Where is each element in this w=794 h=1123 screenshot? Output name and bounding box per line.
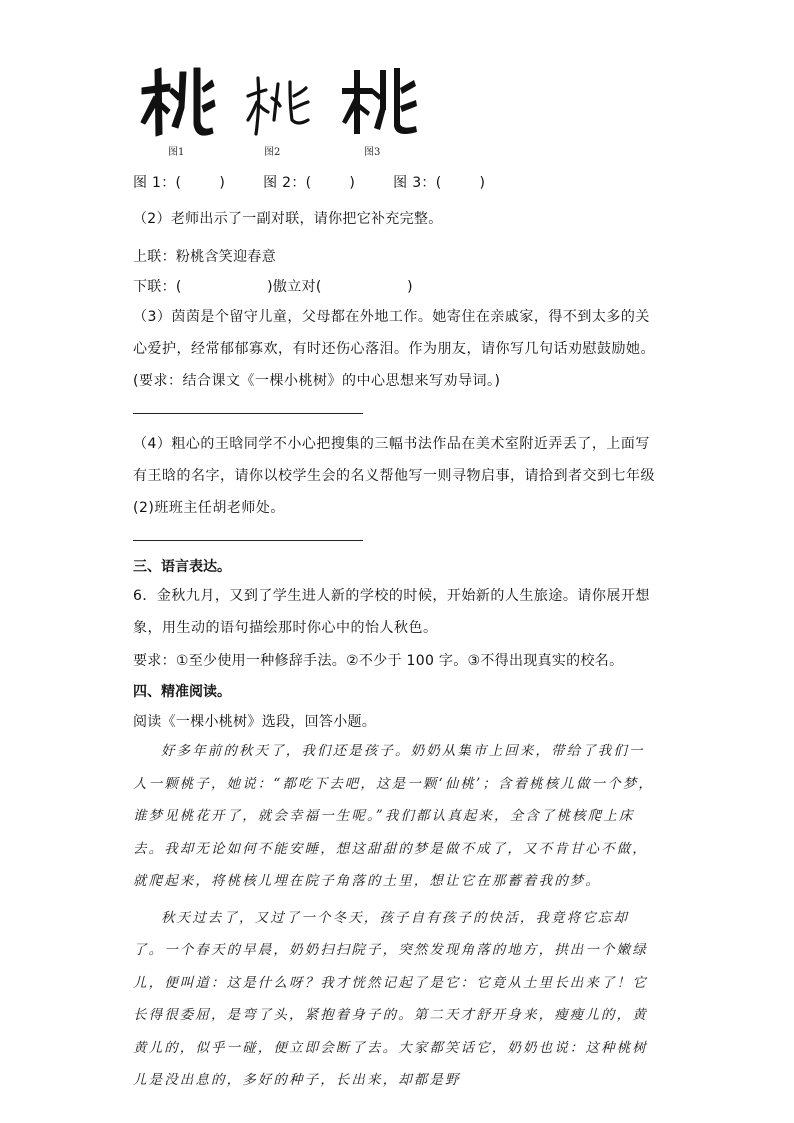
calligraphy-figure-1 xyxy=(136,62,216,140)
passage-paragraph-1: 好多年前的秋天了，我们还是孩子。奶奶从集市上回来，带给了我们一人一颗桃子，她说：“都吃下去吧，这是一颗‘仙桃’；含着桃核儿做一个梦，谁梦见桃花开了，就会幸福一生呢。”我们都认真起来，全含了桃核爬上床去。我却无论如何不能安睡，想这甜甜的梦是做不成了，又不肯甘心不做，就爬起来，将桃核儿埋在院子角落的土里，想让它在那蓄着我的梦。 xyxy=(133,743,654,889)
section-3-title: 三、语言表达。 xyxy=(133,559,231,575)
q1-answer-line: 图 1：( ) 图 2：( ) 图 3：( ) xyxy=(133,175,486,191)
q4-prompt: （4）粗心的王晗同学不小心把搜集的三幅书法作品在美术室附近弄丢了，上面写有王晗的名字，请你以校学生会的名义帮他写一则寻物启事，请拾到者交到七年级(2)班班主任胡老师处。 xyxy=(133,436,655,516)
couplet-upper: 上联：粉桃含笑迎春意 xyxy=(133,249,276,265)
figure-caption-1: 图1 xyxy=(168,147,185,158)
figure-caption-2: 图2 xyxy=(264,147,281,158)
calligraphy-figure-3 xyxy=(338,62,420,140)
calligraphy-figure-2 xyxy=(244,62,316,140)
couplet-lower: 下联：( )傲立对( ) xyxy=(133,279,413,295)
q6-prompt: 6．金秋九月，又到了学生进人新的学校的时候，开始新的人生旅途。请你展开想象，用生动的语句描绘那时你心中的怡人秋色。 xyxy=(133,588,650,636)
reading-passage xyxy=(133,735,658,1097)
answer-line-q4 xyxy=(133,540,363,541)
reading-instruction: 阅读《一棵小桃树》选段，回答小题。 xyxy=(133,714,377,730)
q6-requirement: 要求：①至少使用一种修辞手法。②不少于 100 字。③不得出现真实的校名。 xyxy=(133,653,624,669)
section-4-title: 四、精准阅读。 xyxy=(133,684,231,700)
q3-prompt: （3）茵茵是个留守儿童，父母都在外地工作。她寄住在亲戚家，得不到太多的关心爱护，经常郁郁寡欢，有时还伤心落泪。作为朋友，请你写几句话劝慰鼓励她。(要求：结合课文《一棵小桃树》的中心思想来写劝导词。) xyxy=(133,309,655,389)
figure-caption-3: 图3 xyxy=(364,147,381,158)
passage-paragraph-2: 秋天过去了，又过了一个冬天，孩子自有孩子的快活，我竟将它忘却了。一个春天的早晨，奶奶扫扫院子，突然发现角落的地方，拱出一个嫩绿儿，便叫道：这是什么呀？我才恍然记起了是它：它竟从土里长出来了！它长得很委屈，是弯了头，紧抱着身子的。第二天才舒开身来，瘦瘦儿的，黄黄儿的，似乎一碰，便立即会断了去。大家都笑话它，奶奶也说：这种桃树儿是没出息的，多好的种子，长出来，却都是野 xyxy=(133,909,648,1088)
answer-line-q3 xyxy=(133,413,363,414)
q2-prompt: （2）老师出示了一副对联，请你把它补充完整。 xyxy=(133,211,443,227)
